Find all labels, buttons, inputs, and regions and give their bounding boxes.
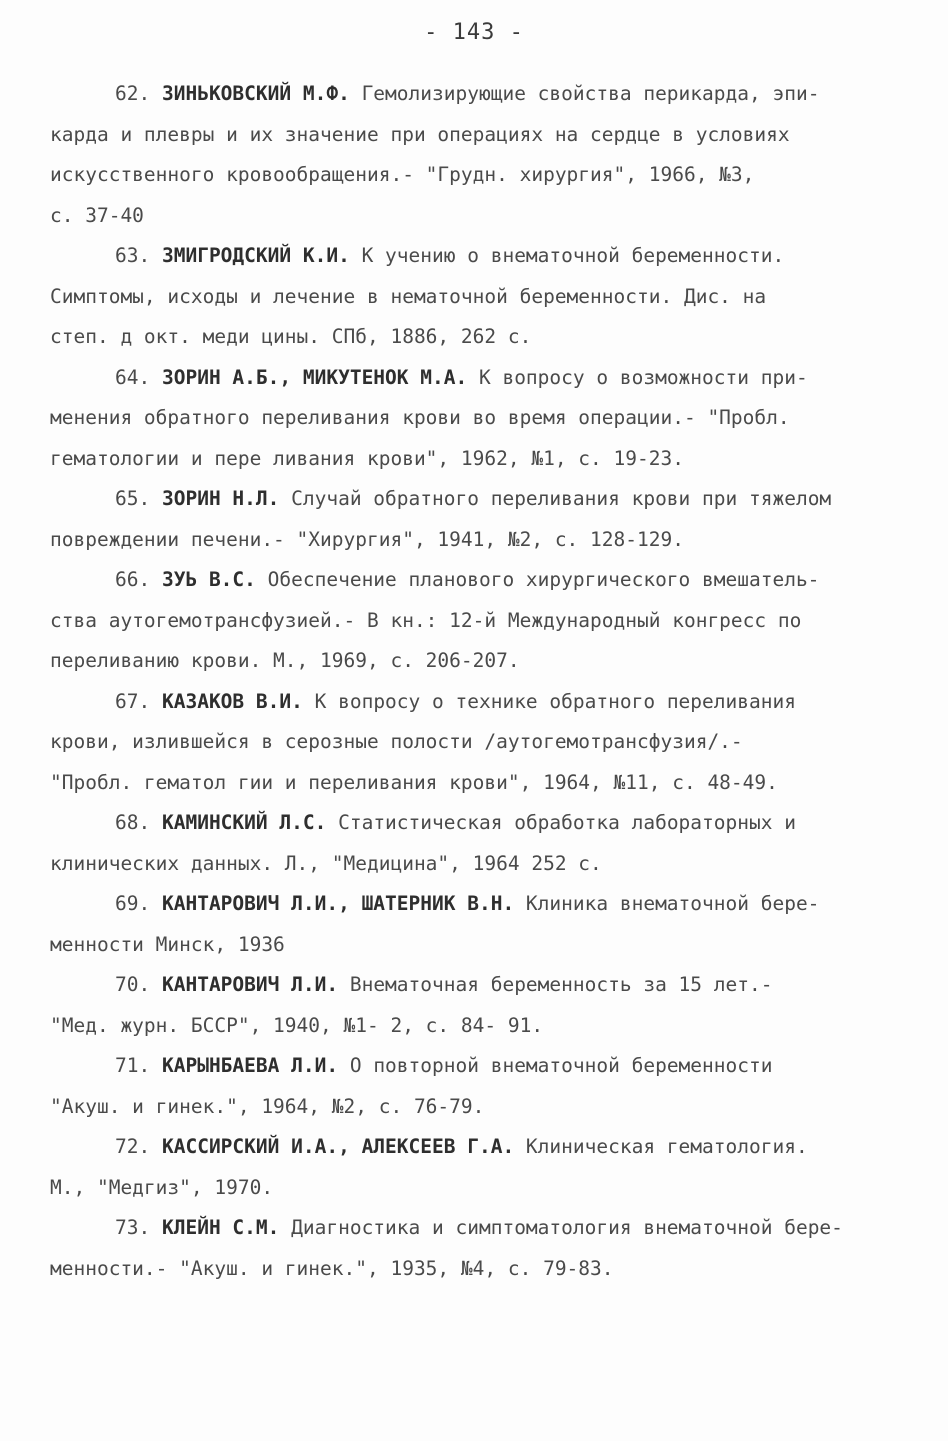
- reference-text: "Акуш. и гинек.", 1964, №2, с. 76-79.: [50, 1094, 485, 1118]
- reference-continuation-line: [50, 277, 900, 318]
- reference-text: О повторной внематочной беременности: [338, 1054, 773, 1077]
- reference-entry-first-line: [50, 560, 900, 601]
- reference-text: крови, излившейся в серозные полости /аутогемотрансфузия/.-: [50, 730, 743, 753]
- reference-text: К вопросу о технике обратного переливания: [302, 689, 796, 713]
- reference-continuation-line: [50, 520, 900, 561]
- reference-text: Диагностика и симптоматология внематочной бере-: [279, 1216, 843, 1239]
- reference-text: К вопросу о возможности при-: [467, 365, 808, 389]
- reference-number: 71.: [115, 1054, 151, 1077]
- reference-continuation-line: [50, 641, 900, 682]
- reference-entry-first-line: [50, 803, 900, 844]
- reference-text: Гемолизирующие свойства перикарда, эпи-: [349, 82, 820, 105]
- reference-number: 67.: [115, 689, 151, 713]
- reference-entry-first-line: [50, 682, 900, 723]
- reference-text: менности Минск, 1936: [50, 932, 285, 956]
- reference-authors: КАРЫНБАЕВА Л.И.: [161, 1054, 339, 1077]
- reference-number: 65.: [115, 487, 151, 510]
- reference-number: 73.: [115, 1216, 151, 1239]
- reference-number: 62.: [115, 82, 151, 105]
- reference-continuation-line: [50, 155, 900, 196]
- reference-text: гематологии и пере ливания крови", 1962, №1, с. 19-23.: [50, 446, 684, 470]
- reference-authors: ЗИНЬКОВСКИЙ М.Ф.: [161, 82, 350, 105]
- reference-text: повреждении печени.- "Хирургия", 1941, №2, с. 128-129.: [50, 527, 684, 551]
- reference-entry-first-line: [50, 1046, 900, 1087]
- page-number: - 143 -: [424, 20, 524, 45]
- reference-continuation-line: [50, 763, 900, 804]
- reference-number: 72.: [115, 1135, 151, 1158]
- reference-authors: КАМИНСКИЙ Л.С.: [161, 811, 327, 834]
- reference-entry-first-line: [50, 358, 900, 399]
- reference-text: Клиническая гематология.: [514, 1135, 808, 1158]
- reference-authors: КАССИРСКИЙ И.А., АЛЕКСЕЕВ Г.А.: [161, 1135, 515, 1158]
- reference-authors: КАНТАРОВИЧ Л.И.: [161, 973, 339, 996]
- reference-authors: КАНТАРОВИЧ Л.И., ШАТЕРНИК В.Н.: [161, 892, 515, 915]
- reference-text: "Мед. журн. БССР", 1940, №1- 2, с. 84- 91.: [50, 1013, 544, 1037]
- reference-entry-first-line: [50, 1208, 900, 1249]
- reference-text: клинических данных. Л., "Медицина", 1964 252 с.: [50, 851, 602, 875]
- reference-number: 66.: [115, 568, 151, 591]
- reference-continuation-line: [50, 722, 900, 763]
- reference-text: искусственного кровообращения.- "Грудн. хирургия", 1966, №3,: [50, 163, 755, 186]
- reference-number: 68.: [115, 811, 151, 834]
- reference-continuation-line: [50, 601, 900, 642]
- reference-text: Случай обратного переливания крови при тяжелом: [279, 487, 832, 510]
- reference-continuation-line: [50, 844, 900, 885]
- reference-continuation-line: [50, 196, 900, 237]
- reference-text: ства аутогемотрансфузией.- В кн.: 12-й Международный конгресс по: [50, 608, 802, 632]
- reference-continuation-line: [50, 1006, 900, 1047]
- reference-continuation-line: [50, 1168, 900, 1209]
- reference-number: 70.: [115, 973, 151, 996]
- reference-text: степ. д окт. меди цины. СПб, 1886, 262 с.: [50, 325, 532, 348]
- reference-entry-first-line: [50, 1127, 900, 1168]
- reference-text: переливанию крови. М., 1969, с. 206-207.: [50, 649, 520, 672]
- reference-continuation-line: [50, 317, 900, 358]
- reference-text: К учению о внематочной беременности.: [349, 244, 785, 267]
- reference-list: [50, 74, 900, 1289]
- reference-continuation-line: [50, 115, 900, 156]
- reference-text: Внематочная беременность за 15 лет.-: [338, 973, 773, 996]
- reference-text: с. 37-40: [50, 203, 144, 227]
- reference-authors: ЗУЬ В.С.: [161, 568, 256, 591]
- reference-number: 64.: [115, 365, 151, 389]
- reference-authors: ЗОРИН Н.Л.: [161, 487, 280, 510]
- reference-entry-first-line: [50, 74, 900, 115]
- reference-text: Статистическая обработка лабораторных и: [326, 811, 796, 834]
- reference-text: карда и плевры и их значение при операциях на сердце в условиях: [50, 122, 790, 146]
- reference-authors: ЗОРИН А.Б., МИКУТЕНОК М.А.: [161, 365, 468, 389]
- reference-text: менения обратного переливания крови во время операции.- "Пробл.: [50, 406, 790, 429]
- reference-authors: ЗМИГРОДСКИЙ К.И.: [161, 244, 350, 267]
- reference-continuation-line: [50, 1087, 900, 1128]
- reference-continuation-line: [50, 1249, 900, 1290]
- reference-entry-first-line: [50, 479, 900, 520]
- reference-text: Обеспечение планового хирургического вмешатель-: [255, 568, 820, 591]
- reference-text: "Пробл. гематол гии и переливания крови", 1964, №11, с. 48-49.: [50, 770, 778, 794]
- reference-authors: КАЗАКОВ В.И.: [161, 689, 303, 713]
- reference-text: Симптомы, исходы и лечение в нематочной беременности. Дис. на: [50, 284, 767, 308]
- reference-text: Клиника внематочной бере-: [514, 892, 820, 915]
- reference-entry-first-line: [50, 965, 900, 1006]
- reference-entry-first-line: [50, 236, 900, 277]
- reference-continuation-line: [50, 398, 900, 439]
- reference-entry-first-line: [50, 884, 900, 925]
- reference-number: 69.: [115, 892, 151, 915]
- reference-continuation-line: [50, 439, 900, 480]
- reference-text: менности.- "Акуш. и гинек.", 1935, №4, с. 79-83.: [50, 1256, 614, 1280]
- reference-continuation-line: [50, 925, 900, 966]
- reference-authors: КЛЕЙН С.М.: [161, 1216, 280, 1239]
- reference-text: М., "Медгиз", 1970.: [50, 1175, 274, 1199]
- reference-number: 63.: [115, 244, 151, 267]
